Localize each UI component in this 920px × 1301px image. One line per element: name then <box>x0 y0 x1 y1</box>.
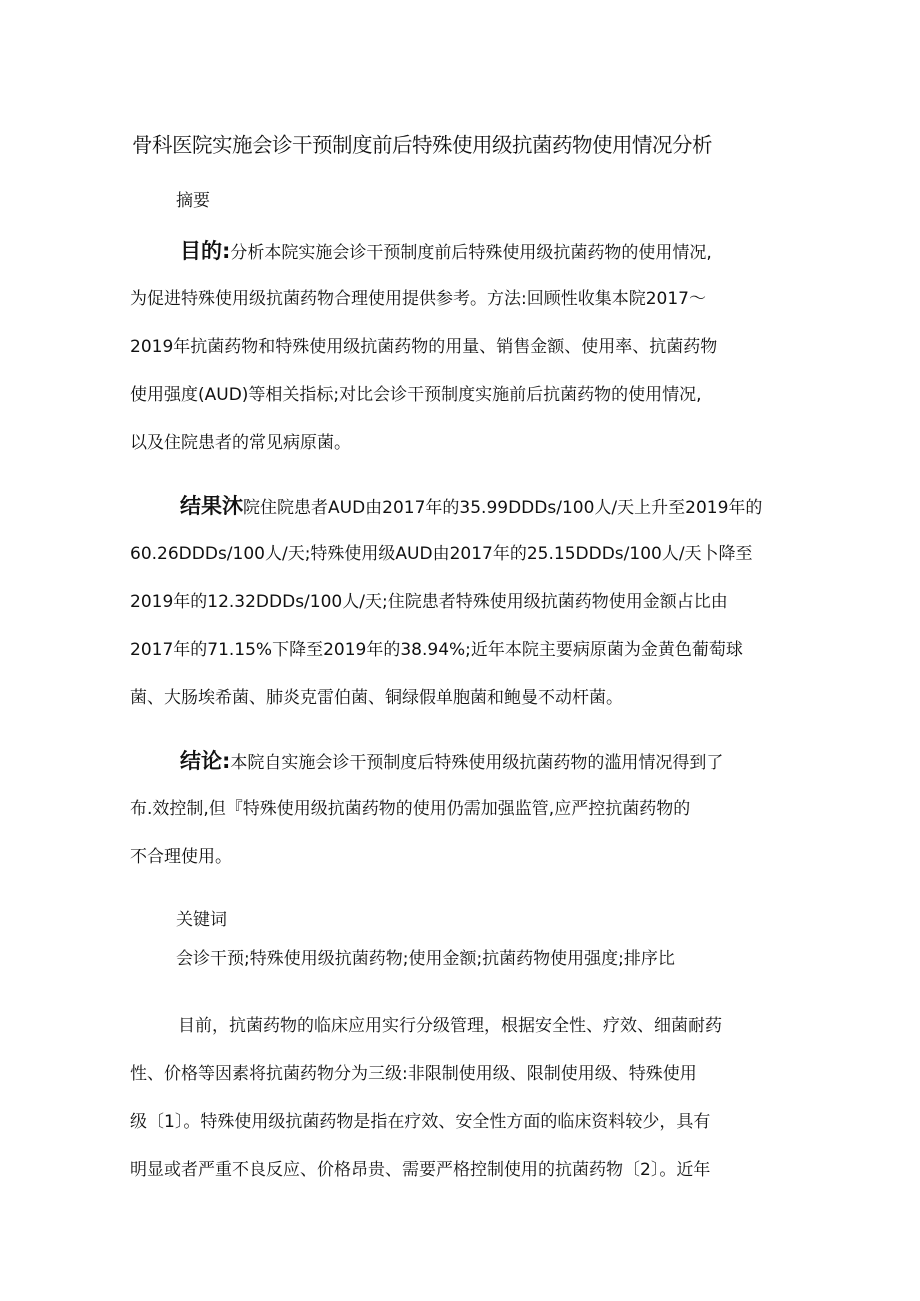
text-line: 明显或者严重不良反应、价格昂贵、需要严格控制使用的抗菌药物〔2〕。近年 <box>130 1160 711 1180</box>
conclusion-lead: 结论: <box>180 749 231 773</box>
text-line <box>130 482 820 530</box>
text-line: 菌、大肠埃希菌、肺炎克雷伯菌、铜绿假单胞菌和鲍曼不动杆菌。 <box>130 688 623 708</box>
text-line-content: 本院自实施会诊干预制度后特殊使用级抗菌药物的滥用情况得到了 <box>230 753 724 773</box>
results-lead: 结果沐 <box>180 494 243 518</box>
abstract-label: 摘要 <box>176 191 210 211</box>
text-line: 使用强度(AUD)等相关指标;对比会诊干预制度实施前后抗菌药物的使用情况, <box>130 385 702 405</box>
text-line: 2019年的12.32DDDs/100人/天;住院患者特殊使用级抗菌药物使用金额占比由 <box>130 592 728 612</box>
text-line: 不合理使用。 <box>130 847 232 867</box>
text-line-content: 分析本院实施会诊干预制度前后特殊使用级抗菌药物的使用情况, <box>230 243 712 263</box>
text-line: 60.26DDDs/100人/天;特殊使用级AUD由2017年的25.15DDDs/100人/天卜降至 <box>130 544 753 564</box>
conclusion-paragraph <box>130 737 820 881</box>
text-line: 2019年抗菌药物和特殊使用级抗菌药物的用量、销售金额、使用率、抗菌药物 <box>130 337 718 357</box>
text-line: 布.效控制,但『特殊使用级抗菌药物的使用仍需加强监管,应严控抗菌药物的 <box>130 799 691 819</box>
text-line: 2017年的71.15%下降至2019年的38.94%;近年本院主要病原菌为金黄色葡萄球 <box>130 640 743 660</box>
text-line <box>130 227 820 275</box>
text-line: 为促进特殊使用级抗菌药物合理使用提供参考。方法:回顾性收集本院2017～ <box>130 289 706 309</box>
document-title: 骨科医院实施会诊干预制度前后特殊使用级抗菌药物使用情况分析 <box>132 133 712 157</box>
text-line: 目前，抗菌药物的临床应用实行分级管理，根据安全性、疗效、细菌耐药 <box>178 1016 722 1036</box>
results-paragraph <box>130 482 820 722</box>
text-line-content: 院住院患者AUD由2017年的35.99DDDs/100人/天上升至2019年的 <box>243 498 763 518</box>
keywords-text: 会诊干预;特殊使用级抗菌药物;使用金额;抗菌药物使用强度;排序比 <box>176 949 675 969</box>
keywords-label: 关键词 <box>176 910 227 930</box>
objective-paragraph <box>130 227 820 467</box>
text-line: 级〔1〕。特殊使用级抗菌药物是指在疗效、安全性方面的临床资料较少，具有 <box>130 1112 711 1132</box>
text-line: 性、价格等因素将抗菌药物分为三级:非限制使用级、限制使用级、特殊使用 <box>130 1064 697 1084</box>
objective-lead: 目的: <box>180 239 231 263</box>
body-paragraph <box>130 1002 820 1194</box>
text-line <box>130 737 820 785</box>
text-line: 以及住院患者的常见病原菌。 <box>130 433 351 453</box>
